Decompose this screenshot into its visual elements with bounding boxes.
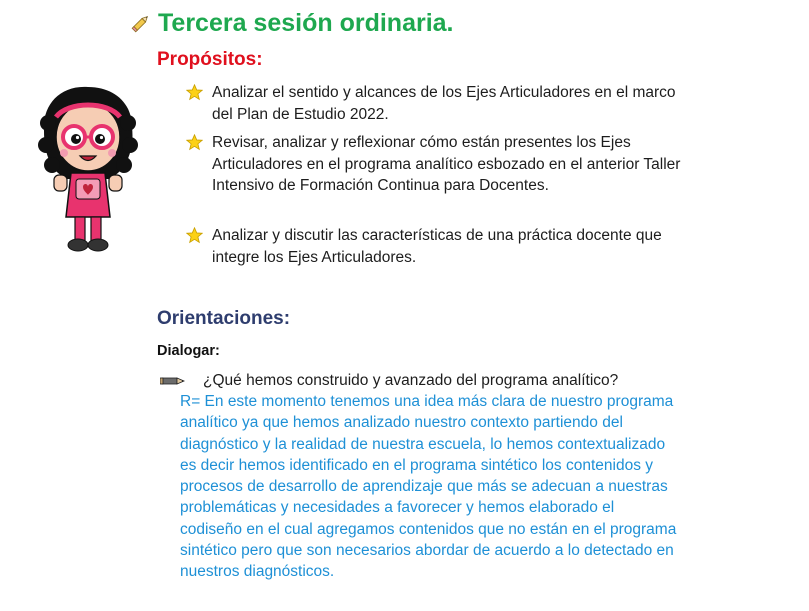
star-icon: [186, 134, 203, 151]
dialogar-subheading: Dialogar:: [157, 343, 220, 359]
page-title: Tercera sesión ordinaria.: [158, 8, 454, 37]
propositos-heading: Propósitos:: [157, 49, 263, 70]
pencil-icon: [130, 12, 152, 34]
star-icon: [186, 84, 203, 101]
proposito-text: Analizar y discutir las características de una práctica docente que integre los Ejes Articuladores.: [212, 227, 662, 266]
pencil-icon: [160, 375, 186, 387]
answer-text: R= En este momento tenemos una idea más clara de nuestro programa analítico ya que hemos analizado nuestro contexto partiendo del diagnóstico y la realidad de nuestra escuela, lo hemos contextualizado es decir hemos identificado en el programa sintético los contenidos y procesos de desarrollo de aprendizaje que más se adecuan a nuestras problemáticas y necesidades a favorecer y hemos elaborado el codiseño en el cual agregamos contenidos que no están en el programa sintético pero que son necesarios abordar de acuerdo a lo detectado en nuestros diagnósticos.: [180, 393, 677, 581]
list-item: [186, 132, 686, 197]
question-text: ¿Qué hemos construido y avanzado del programa analítico?: [203, 372, 619, 389]
proposito-text: Analizar el sentido y alcances de los Ejes Articuladores en el marco del Plan de Estudio 2022.: [212, 84, 676, 123]
question-row: [160, 372, 618, 390]
title-row: [130, 6, 454, 40]
list-item: [186, 82, 686, 125]
proposito-text: Revisar, analizar y reflexionar cómo están presentes los Ejes Articuladores en el programa analítico esbozado en el anterior Taller Intensivo de Formación Continua para Docentes.: [212, 134, 681, 195]
list-item: [186, 225, 711, 268]
cartoon-girl-illustration: [38, 83, 138, 255]
star-icon: [186, 227, 203, 244]
orientaciones-heading: Orientaciones:: [157, 308, 291, 329]
